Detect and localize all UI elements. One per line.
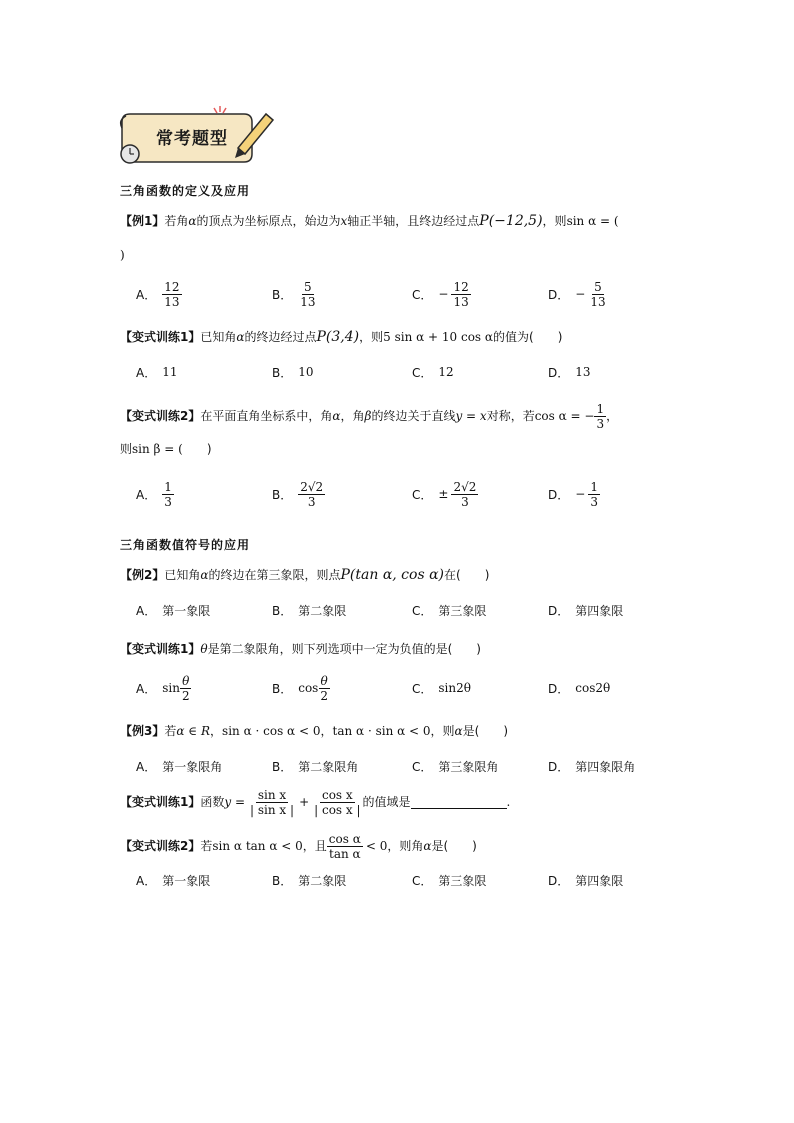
option-b[interactable] xyxy=(272,748,358,784)
denominator: 3 xyxy=(596,416,605,431)
stem-text: 已知角 xyxy=(200,330,237,344)
answer-paren: ( ) xyxy=(443,839,477,853)
example-tag: 【例3】 xyxy=(120,724,165,738)
option-label: D． xyxy=(548,365,570,380)
option-value: 第四象限 xyxy=(575,603,624,618)
option-label: D． xyxy=(548,873,570,888)
option-b[interactable] xyxy=(272,476,325,512)
stem-text: 函数 xyxy=(200,795,225,809)
option-a[interactable] xyxy=(136,592,210,628)
denominator: | cos x | xyxy=(314,802,361,817)
fraction xyxy=(588,280,607,309)
option-value: sin2θ xyxy=(438,681,471,695)
math-expression: sin α = ( xyxy=(566,214,619,228)
stem-text: ，则 xyxy=(542,214,567,228)
option-b[interactable] xyxy=(272,670,330,706)
option-c[interactable] xyxy=(412,476,478,512)
option-value: 第三象限 xyxy=(438,603,487,618)
banner-title: 常考题型 xyxy=(156,129,228,149)
stem-text: 轴正半轴，且终边经过点 xyxy=(347,214,480,228)
numerator: sin x xyxy=(257,787,287,802)
stem-text: 的终边经过点 xyxy=(244,330,317,344)
denominator: 13 xyxy=(300,294,316,309)
stem-text: 已知角 xyxy=(164,568,201,582)
stem-text: 的值为 xyxy=(493,330,530,344)
answer-paren: ( ) xyxy=(447,642,481,656)
stem-text: 是 xyxy=(431,839,444,853)
section-title-signs: 三角函数值符号的应用 xyxy=(120,538,251,552)
variant-1-options xyxy=(136,354,656,390)
math-condition: tan α · sin α < 0 xyxy=(332,724,431,738)
stem-text: 的顶点为坐标原点，始边为 xyxy=(196,214,341,228)
denominator: 3 xyxy=(461,494,469,509)
section-title-definition: 三角函数的定义及应用 xyxy=(120,184,251,198)
math-condition: cos α = − xyxy=(534,409,595,423)
option-label: B． xyxy=(272,681,293,696)
option-d[interactable] xyxy=(548,476,600,512)
section-banner xyxy=(116,104,276,168)
variant-5-stem xyxy=(120,828,477,864)
answer-paren: ) xyxy=(182,442,212,456)
answer-paren: ( ) xyxy=(474,724,509,738)
stem-text: ， xyxy=(606,409,619,423)
math-condition: α ∈ R xyxy=(176,724,211,738)
sign: − xyxy=(575,287,586,301)
option-value: 第三象限 xyxy=(438,873,487,888)
math-condition: < 0 xyxy=(365,839,388,853)
example-1-stem xyxy=(120,212,619,230)
option-label: D． xyxy=(548,759,570,774)
sign: − xyxy=(575,487,586,501)
math-expression: 5 sin α + 10 cos α xyxy=(383,330,494,344)
numerator: 5 xyxy=(594,279,602,294)
stem-text: 在平面直角坐标系中，角 xyxy=(200,409,333,423)
denominator: 2 xyxy=(320,688,328,703)
option-d[interactable] xyxy=(548,862,623,898)
option-value: 第二象限 xyxy=(298,603,347,618)
stem-text: ， xyxy=(210,724,223,738)
option-c[interactable] xyxy=(412,748,498,784)
denominator: 2 xyxy=(181,688,190,703)
math-alpha: α xyxy=(423,839,432,853)
function-name: sin xyxy=(162,681,180,695)
stem-text: 是第二象限角，则下列选项中一定为负值的是 xyxy=(207,642,448,656)
plus-sign: + xyxy=(299,795,310,809)
option-label: D． xyxy=(548,603,570,618)
stem-text: 若 xyxy=(200,839,213,853)
denominator: tan α xyxy=(329,846,361,861)
option-c[interactable] xyxy=(412,592,486,628)
denominator: | sin x | xyxy=(250,802,295,817)
option-b[interactable] xyxy=(272,862,346,898)
numerator: 1 xyxy=(590,479,598,494)
stem-text: ，则 xyxy=(359,330,384,344)
math-lhs: y = xyxy=(224,795,246,809)
variant-5-options xyxy=(136,862,656,898)
option-label: B． xyxy=(272,873,293,888)
option-label: C． xyxy=(412,603,433,618)
variant-4-stem xyxy=(120,784,510,820)
function-name: cos xyxy=(298,681,319,695)
fraction xyxy=(180,674,192,703)
option-value: 第一象限角 xyxy=(162,759,223,774)
denominator: 13 xyxy=(453,294,469,309)
example-tag: 【变式训练2】 xyxy=(120,839,201,853)
option-label: A． xyxy=(136,365,157,380)
option-value: 第一象限 xyxy=(162,873,211,888)
option-d[interactable] xyxy=(548,592,623,628)
sign: ± xyxy=(438,487,449,501)
fraction xyxy=(594,402,606,431)
denominator: 13 xyxy=(590,294,606,309)
option-label: D． xyxy=(548,487,570,502)
math-theta: θ xyxy=(200,642,208,656)
option-c[interactable] xyxy=(412,354,454,390)
example-3-options xyxy=(136,748,656,784)
stem-text: 则 xyxy=(120,442,133,456)
stem-text: ，且 xyxy=(302,839,327,853)
option-label: C． xyxy=(412,487,433,502)
numerator: 2√2 xyxy=(300,479,324,494)
option-label: C． xyxy=(412,759,433,774)
option-label: C． xyxy=(412,681,433,696)
option-label: B． xyxy=(272,487,293,502)
numerator: 12 xyxy=(164,279,180,294)
option-label: B． xyxy=(272,759,293,774)
answer-paren: ( ) xyxy=(456,568,490,582)
example-tag: 【变式训练1】 xyxy=(120,642,201,656)
fraction xyxy=(162,480,174,509)
option-value: 13 xyxy=(575,365,591,379)
denominator: 13 xyxy=(164,294,180,309)
fraction xyxy=(298,480,325,509)
sign: − xyxy=(438,287,449,301)
math-condition: sin α tan α < 0 xyxy=(212,839,303,853)
numerator: 5 xyxy=(304,279,312,294)
numerator: θ xyxy=(320,673,328,688)
math-alpha: α xyxy=(332,409,341,423)
stem-text: . xyxy=(506,795,511,809)
variant-2-stem xyxy=(120,398,618,434)
option-label: B． xyxy=(272,287,293,302)
example-tag: 【例2】 xyxy=(120,568,165,582)
option-a[interactable] xyxy=(136,670,192,706)
example-tag: 【变式训练1】 xyxy=(120,330,201,344)
option-value: 第二象限 xyxy=(298,873,347,888)
option-label: A． xyxy=(136,487,157,502)
math-point: P(−12,5) xyxy=(479,213,543,229)
stem-text: 的终边关于直线 xyxy=(371,409,456,423)
option-label: A． xyxy=(136,603,157,618)
stem-text: ， xyxy=(320,724,333,738)
fraction xyxy=(327,832,363,861)
numerator: 12 xyxy=(453,279,469,294)
math-beta: β xyxy=(364,409,372,423)
fraction xyxy=(588,480,600,509)
math-alpha: α xyxy=(200,568,209,582)
numerator: 2√2 xyxy=(453,479,477,494)
variant-3-stem xyxy=(120,640,481,658)
option-label: C． xyxy=(412,873,433,888)
numerator: θ xyxy=(182,673,190,688)
example-3-stem xyxy=(120,722,508,740)
stem-text: ，角 xyxy=(340,409,365,423)
stem-text: 若 xyxy=(164,724,177,738)
fraction xyxy=(298,280,317,309)
option-a[interactable] xyxy=(136,748,222,784)
example-tag: 【变式训练2】 xyxy=(120,409,201,423)
option-b[interactable] xyxy=(272,592,346,628)
math-point: P(3,4) xyxy=(316,329,360,345)
numerator: cos x xyxy=(321,787,353,802)
option-value: cos2θ xyxy=(575,681,611,695)
variant-1-stem xyxy=(120,328,562,346)
example-2-stem xyxy=(120,566,489,584)
stem-text: 对称，若 xyxy=(486,409,535,423)
option-label: B． xyxy=(272,603,293,618)
fraction xyxy=(451,480,478,509)
option-c[interactable] xyxy=(412,862,486,898)
math-x: x xyxy=(340,214,348,228)
example-tag: 【例1】 xyxy=(120,214,165,228)
option-d[interactable] xyxy=(548,354,591,390)
math-alpha: α xyxy=(454,724,463,738)
option-c[interactable] xyxy=(412,670,471,706)
math-point: P(tan α, cos α) xyxy=(340,567,444,583)
option-label: B． xyxy=(272,365,293,380)
option-label: A． xyxy=(136,873,157,888)
numerator: 1 xyxy=(596,401,605,416)
fraction xyxy=(162,280,181,309)
example-2-options xyxy=(136,592,656,628)
option-label: A． xyxy=(136,681,157,696)
option-label: A． xyxy=(136,759,157,774)
option-label: A． xyxy=(136,287,157,302)
stem-text: 在 xyxy=(444,568,457,582)
stem-text: 是 xyxy=(462,724,475,738)
option-d[interactable] xyxy=(548,670,610,706)
stem-text: 的终边在第三象限，则点 xyxy=(208,568,341,582)
option-a[interactable] xyxy=(136,862,210,898)
stem-text: 若角 xyxy=(164,214,189,228)
option-label: D． xyxy=(548,287,570,302)
variant-2-stem-cont xyxy=(120,440,212,458)
stem-text: ，则角 xyxy=(387,839,424,853)
fraction xyxy=(451,280,470,309)
option-value: 12 xyxy=(438,365,454,379)
option-b[interactable] xyxy=(272,354,314,390)
option-value: 第三象限角 xyxy=(438,759,499,774)
denominator: 3 xyxy=(307,494,316,509)
option-d[interactable] xyxy=(548,748,635,784)
numerator: cos α xyxy=(328,831,361,846)
option-value: 第四象限角 xyxy=(575,759,636,774)
fraction xyxy=(318,674,330,703)
numerator: 1 xyxy=(164,479,172,494)
example-1-stem-close: ) xyxy=(120,248,125,262)
stem-text: 的值域是 xyxy=(362,795,411,809)
math-alpha: α xyxy=(188,214,197,228)
option-a[interactable] xyxy=(136,476,174,512)
answer-blank[interactable] xyxy=(411,796,507,809)
example-1-options xyxy=(136,276,656,312)
math-alpha: α xyxy=(236,330,245,344)
option-value: 第四象限 xyxy=(575,873,624,888)
math-condition: sin α · cos α < 0 xyxy=(222,724,321,738)
variant-2-options xyxy=(136,476,656,512)
fraction xyxy=(312,788,362,817)
answer-paren: ( ) xyxy=(529,330,563,344)
option-label: D． xyxy=(548,681,570,696)
denominator: 3 xyxy=(164,494,172,509)
option-b[interactable] xyxy=(272,276,318,312)
option-value: 11 xyxy=(162,365,178,379)
option-value: 10 xyxy=(298,365,314,379)
variant-3-options xyxy=(136,670,656,706)
option-a[interactable] xyxy=(136,276,182,312)
stem-text: ，则 xyxy=(430,724,455,738)
option-a[interactable] xyxy=(136,354,178,390)
option-value: 第一象限 xyxy=(162,603,211,618)
option-d[interactable] xyxy=(548,276,608,312)
option-value: 第二象限角 xyxy=(298,759,359,774)
math-expression: sin β = ( xyxy=(132,442,183,456)
option-label: C． xyxy=(412,287,433,302)
denominator: 3 xyxy=(590,494,598,509)
example-tag: 【变式训练1】 xyxy=(120,795,201,809)
option-label: C． xyxy=(412,365,433,380)
math-line-equation: y = x xyxy=(455,409,487,423)
fraction xyxy=(248,788,296,817)
option-c[interactable] xyxy=(412,276,471,312)
